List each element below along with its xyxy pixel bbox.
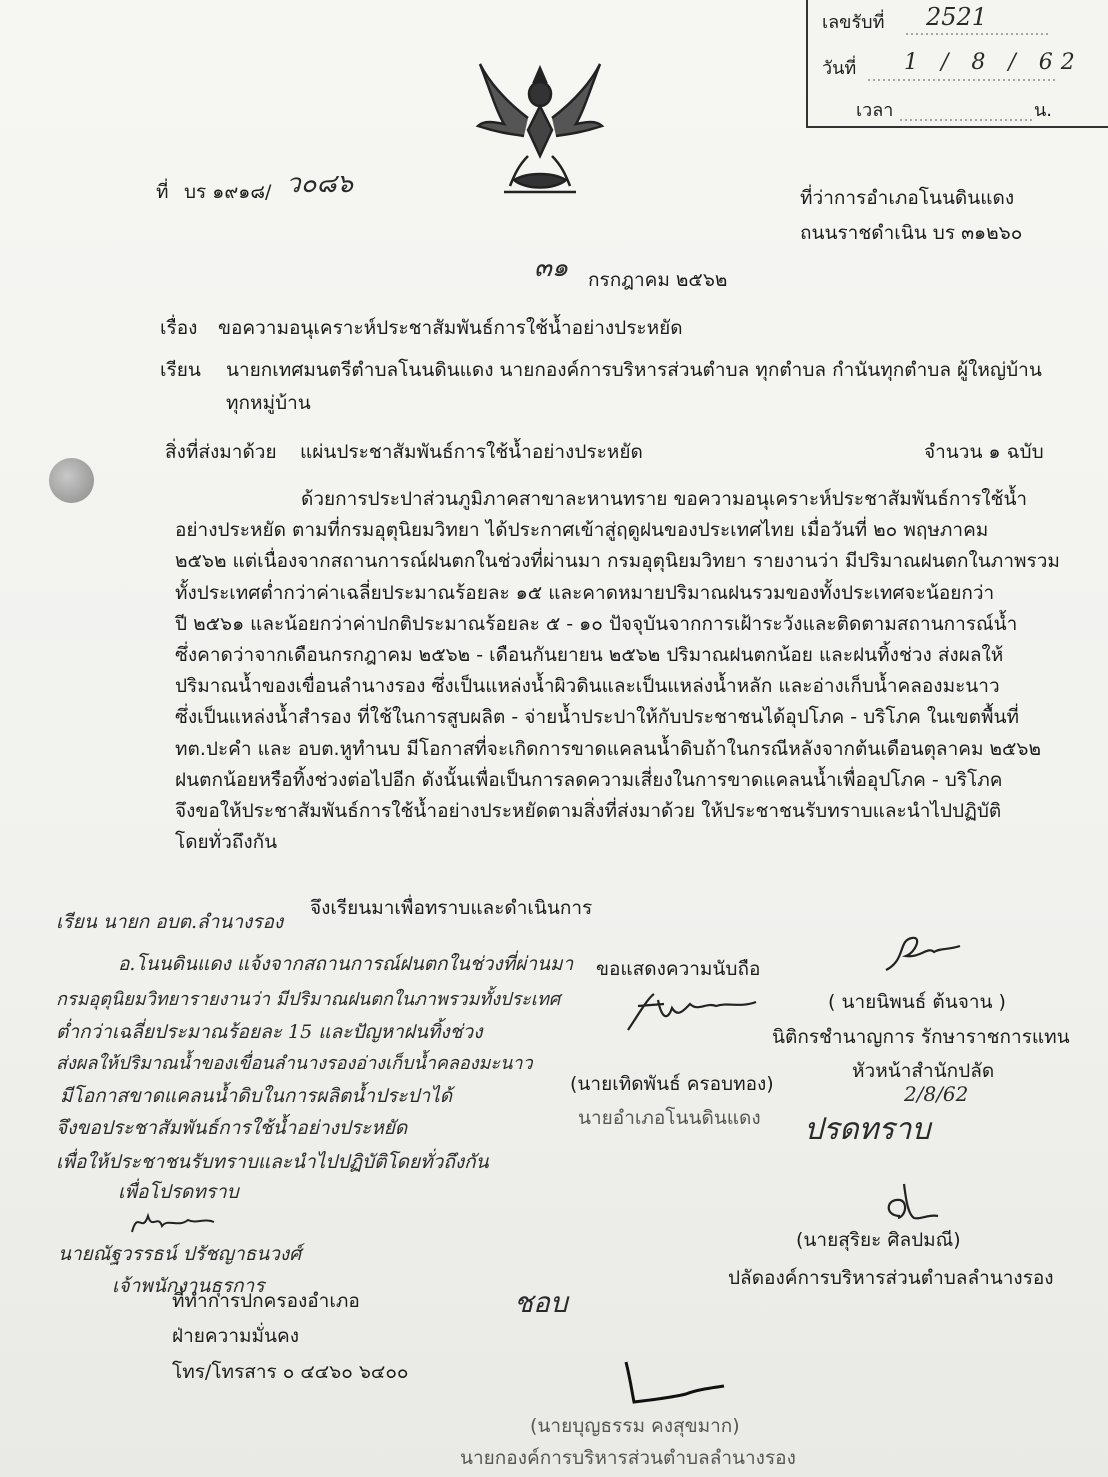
footer-phone: โทร/โทรสาร ๐ ๔๔๖๐ ๖๔๐๐ bbox=[172, 1361, 409, 1383]
legal-officer-position1: นิติกรชำนาญการ รักษาราชการแทน bbox=[772, 1026, 1070, 1048]
mayor-position: นายกองค์การบริหารส่วนตำบลลำนางรอง bbox=[460, 1447, 796, 1469]
note-position: เจ้าพนักงานธุรการ bbox=[112, 1275, 265, 1297]
body-line: ทต.ปะคำ และ อบต.หูทำนบ มีโอกาสที่จะเกิดการขาดแคลนน้ำดิบถ้าในกรณีหลังจากต้นเดือนตุลาคม ๒๕๖๒ bbox=[175, 737, 1042, 760]
body-paragraph bbox=[175, 484, 1060, 858]
received-no: 2521 bbox=[926, 3, 988, 31]
footer-dept: ที่ทำการปกครองอำเภอ bbox=[172, 1290, 360, 1312]
body-line: อย่างประหยัด ตามที่กรมอุตุนิยมวิทยา ได้ประกาศเข้าสู่ฤดูฝนของประเทศไทย เมื่อวันที่ ๒๐ พฤษภาคม bbox=[175, 519, 989, 542]
note-closing: เพื่อโปรดทราบ bbox=[118, 1181, 239, 1203]
district-chief-position: นายอำเภอโนนดินแดง bbox=[578, 1107, 761, 1129]
body-line: ฝนตกน้อยหรือทิ้งช่วงต่อไปอีก ดังนั้นเพื่อเป็นการลดความเสี่ยงในการขาดแคลนน้ำเพื่ออุปโภค - บริโภค bbox=[175, 768, 1003, 791]
ref-handwritten: ว๐๘๖ bbox=[286, 169, 354, 199]
note-signature bbox=[128, 1204, 218, 1240]
legal-officer-signature bbox=[876, 930, 966, 980]
note-name: นายณัฐวรรธน์ ปรัชญาธนวงศ์ bbox=[58, 1243, 302, 1265]
date-day-handwritten: ๓๑ bbox=[534, 253, 569, 283]
punch-hole bbox=[49, 458, 94, 503]
receipt-stamp bbox=[806, 0, 1108, 128]
handwritten-note-right: ปรดทราบ bbox=[804, 1112, 931, 1147]
mayor-name: (นายบุญธรรม คงสุขมาก) bbox=[530, 1415, 740, 1437]
enclosure-count: จำนวน ๑ ฉบับ bbox=[924, 441, 1044, 463]
body-line: ปริมาณน้ำของเขื่อนลำนางรอง ซึ่งเป็นแหล่งน้ำผิวดินและเป็นแหล่งน้ำหลัก และอ่างเก็บน้ำคลองมะนาว bbox=[175, 675, 1000, 698]
ref-number: บร ๑๙๑๘/ bbox=[184, 181, 272, 203]
date-value: 1 / 8 / 62 bbox=[904, 50, 1083, 75]
subject-text: ขอความอนุเคราะห์ประชาสัมพันธ์การใช้น้ำอย่างประหยัด bbox=[218, 317, 683, 339]
body-line: ซึ่งคาดว่าจากเดือนกรกฎาคม ๒๕๖๒ - เดือนกันยายน ๒๕๖๒ ปริมาณฝนตกน้อย และฝนทิ้งช่วง ส่งผลให้ bbox=[175, 643, 1004, 666]
note-line: ส่งผลให้ปริมาณน้ำของเขื่อนลำนางรองอ่างเก็บน้ำคลองมะนาว bbox=[56, 1053, 533, 1074]
regards-text: ขอแสดงความนับถือ bbox=[596, 958, 761, 980]
body-line: ปี ๒๕๖๑ และน้อยกว่าค่าปกติประมาณร้อยละ ๕ - ๑๐ ปัจจุบันจากการเฝ้าระวังและติดตามสถานการณ์น้ำ bbox=[175, 612, 1018, 635]
received-no-label: เลขรับที่ bbox=[822, 12, 885, 33]
note-line: จึงขอประชาสัมพันธ์การใช้น้ำอย่างประหยัด bbox=[56, 1117, 408, 1139]
body-line: จึงขอให้ประชาสัมพันธ์การใช้น้ำอย่างประหยัดตามสิ่งที่ส่งมาด้วย ให้ประชาชนรับทราบและนำไปปฏิบัติ bbox=[175, 799, 1002, 822]
date-month-year: กรกฎาคม ๒๕๖๒ bbox=[588, 269, 728, 291]
footer-section: ฝ่ายความมั่นคง bbox=[172, 1325, 300, 1347]
enclosure-label: สิ่งที่ส่งมาด้วย bbox=[165, 441, 277, 463]
district-chief-signature bbox=[624, 990, 764, 1036]
deputy-position: ปลัดองค์การบริหารส่วนตำบลลำนางรอง bbox=[728, 1267, 1054, 1289]
deputy-signature bbox=[880, 1180, 940, 1226]
body-line: ด้วยการประปาส่วนภูมิภาคสาขาละหานทราย ขอความอนุเคราะห์ประชาสัมพันธ์การใช้น้ำ bbox=[301, 488, 1028, 510]
date-label: วันที่ bbox=[822, 58, 857, 79]
stamp-dotted-lines bbox=[808, 0, 1108, 126]
note-line: กรมอุตุนิยมวิทยารายงานว่า มีปริมาณฝนตกในภาพรวมทั้งประเทศ bbox=[56, 989, 561, 1010]
office-address: ถนนราชดำเนิน บร ๓๑๒๖๐ bbox=[800, 222, 1023, 244]
body-line: ๒๕๖๒ แต่เนื่องจากสถานการณ์ฝนตกในช่วงที่ผ่านมา กรมอุตุนิยมวิทยา รายงานว่า มีปริมาณฝนตกในภาพรวม bbox=[175, 550, 1060, 573]
deputy-name: (นายสุริยะ ศิลปมณี) bbox=[796, 1229, 961, 1251]
district-chief-name: (นายเทิดพันธ์ ครอบทอง) bbox=[570, 1073, 774, 1095]
body-line: ทั้งประเทศต่ำกว่าค่าเฉลี่ยประมาณร้อยละ ๑๕ และคาดหมายปริมาณฝนรวมของทั้งประเทศจะน้อยกว่า bbox=[175, 581, 995, 604]
to-label: เรียน bbox=[160, 359, 201, 381]
to-line2: ทุกหมู่บ้าน bbox=[226, 392, 311, 414]
subject-label: เรื่อง bbox=[160, 317, 198, 339]
legal-officer-name: ( นายนิพนธ์ ต้นจาน ) bbox=[828, 991, 1006, 1013]
legal-officer-position2: หัวหน้าสำนักปลัด bbox=[852, 1060, 995, 1082]
garuda-emblem bbox=[474, 60, 606, 200]
office-name: ที่ว่าการอำเภอโนนดินแดง bbox=[800, 187, 1015, 209]
mayor-signature bbox=[620, 1358, 730, 1408]
note-line: อ.โนนดินแดง แจ้งจากสถานการณ์ฝนตกในช่วงที่ผ่านมา bbox=[118, 953, 574, 975]
body-line: ซึ่งเป็นแหล่งน้ำสำรอง ที่ใช้ในการสูบผลิต - จ่ายน้ำประปาให้กับประชาชนได้อุปโภค - บริโภค ในเขตพื้นที่ bbox=[175, 706, 1019, 729]
body-line: โดยทั่วถึงกัน bbox=[175, 831, 278, 854]
handwritten-mark: ชอบ bbox=[514, 1286, 568, 1319]
handwritten-date: 2/8/62 bbox=[904, 1082, 969, 1106]
note-line: มีโอกาสขาดแคลนน้ำดิบในการผลิตน้ำประปาได้ bbox=[60, 1085, 453, 1107]
note-line: เพื่อให้ประชาชนรับทราบและนำไปปฏิบัติโดยทั่วถึงกัน bbox=[56, 1151, 489, 1173]
ref-label: ที่ bbox=[156, 181, 169, 203]
time-suffix: น. bbox=[1034, 100, 1053, 121]
closing-text: จึงเรียนมาเพื่อทราบและดำเนินการ bbox=[310, 897, 593, 919]
to-line1: นายกเทศมนตรีตำบลโนนดินแดง นายกองค์การบริหารส่วนตำบล ทุกตำบล กำนันทุกตำบล ผู้ใหญ่บ้าน bbox=[226, 359, 1042, 381]
note-salutation: เรียน นายก อบต.ลำนางรอง bbox=[56, 911, 284, 933]
time-label: เวลา bbox=[856, 100, 894, 121]
enclosure-text: แผ่นประชาสัมพันธ์การใช้น้ำอย่างประหยัด bbox=[300, 441, 643, 463]
note-line: ต่ำกว่าเฉลี่ยประมาณร้อยละ 15 และปัญหาฝนทิ้งช่วง bbox=[56, 1021, 483, 1043]
